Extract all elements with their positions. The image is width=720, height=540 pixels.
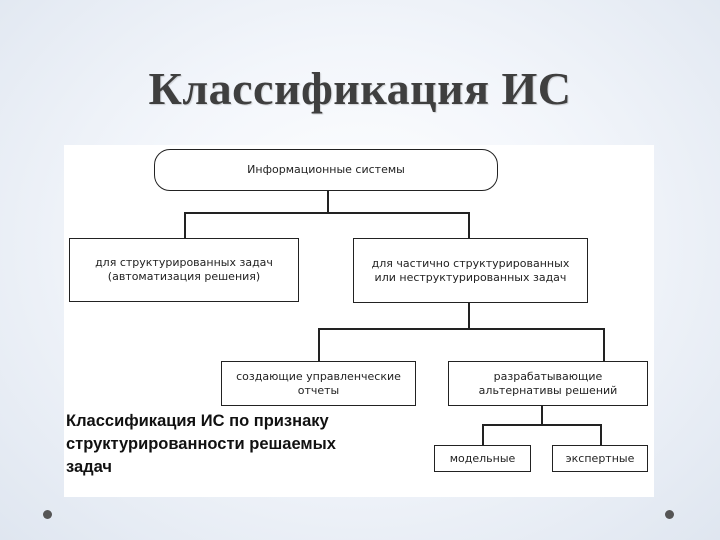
connector-to-model [482,424,484,445]
connector-to-structured [184,212,186,238]
connector-to-alternatives [603,328,605,361]
connector-alternatives-down [541,406,543,425]
connector-semi-down [468,303,470,329]
node-model: модельные [434,445,531,472]
classification-diagram [64,145,654,497]
connector-root-down [327,191,329,213]
connector-level2-bar [318,328,604,330]
bullet-dot-left [43,510,52,519]
diagram-caption: Классификация ИС по признаку структурированности решаемых задач [66,412,336,476]
node-structured-tasks: для структурированных задач (автоматизация решения) [69,238,299,302]
node-management-reports: создающие управленческие отчеты [221,361,416,406]
connector-level1-bar [184,212,469,214]
node-information-systems: Информационные системы [154,149,498,191]
node-semi-structured-tasks: для частично структурированных или неструктурированных задач [353,238,588,303]
connector-to-semi-structured [468,212,470,238]
slide-title: Классификация ИС [148,63,572,114]
node-expert: экспертные [552,445,648,472]
connector-to-expert [600,424,602,445]
bullet-dot-right [665,510,674,519]
connector-level3-bar [482,424,601,426]
connector-to-reports [318,328,320,361]
node-decision-alternatives: разрабатывающие альтернативы решений [448,361,648,406]
